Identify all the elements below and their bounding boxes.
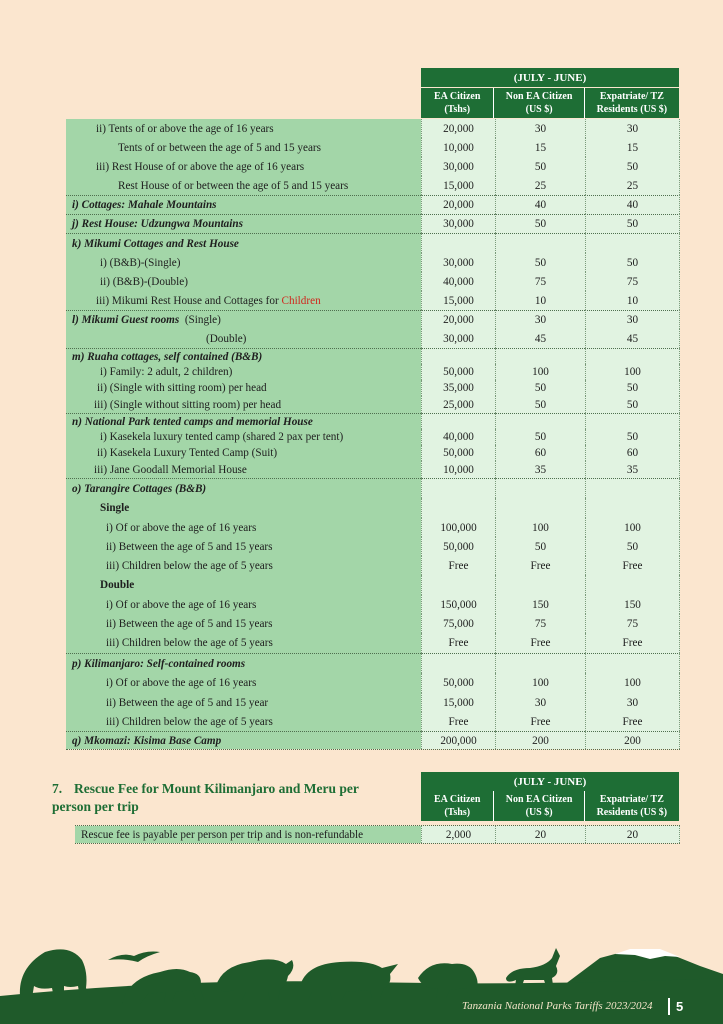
table-row (66, 731, 680, 750)
cell-expat: 25 (585, 176, 680, 195)
bird-icon (108, 952, 160, 963)
table-row (66, 445, 680, 461)
cell-non-ea: 50 (495, 429, 585, 445)
cell-non-ea: Free (495, 556, 585, 575)
cell-expat: 30 (585, 119, 680, 138)
row-label: ii) Tents of or above the age of 16 years (66, 119, 421, 138)
row-section-label: j) Rest House: Udzungwa Mountains (66, 214, 421, 233)
rescue-col-expat-line1: Expatriate/ TZ (599, 794, 664, 805)
cell-ea: 200,000 (421, 731, 495, 749)
cell-expat: 50 (585, 537, 680, 556)
cell-expat: 100 (585, 518, 680, 537)
cell-ea: 150,000 (421, 595, 495, 614)
cell-ea (421, 478, 495, 498)
row-label: ii) (B&B)-(Double) (66, 272, 421, 291)
row-label: i) Of or above the age of 16 years (66, 518, 421, 537)
cell-non-ea: 60 (495, 445, 585, 461)
table-row (66, 461, 680, 478)
cell-expat (585, 498, 680, 518)
row-label: iii) Jane Goodall Memorial House (66, 461, 421, 478)
cell-ea (421, 653, 495, 673)
cell-expat: 30 (585, 693, 680, 712)
cell-non-ea: 75 (495, 614, 585, 633)
table-row (66, 556, 680, 575)
row-label: i) Kasekela luxury tented camp (shared 2 pax per tent) (66, 429, 421, 445)
col-nonea-line1: Non EA Citizen (505, 91, 573, 102)
cell-expat: 40 (585, 195, 680, 214)
row-label: i) Family: 2 adult, 2 children) (66, 364, 421, 380)
cell-non-ea: 150 (495, 595, 585, 614)
cell-expat (585, 348, 680, 364)
row-label-text: iii) Mikumi Rest House and Cottages for (96, 294, 279, 307)
rescue-col-ea-citizen (421, 791, 493, 821)
table-row (66, 498, 680, 518)
col-expat-line2: Residents (US $) (596, 104, 668, 115)
table-row (66, 614, 680, 633)
table-row (66, 693, 680, 712)
row-section-label: i) Cottages: Mahale Mountains (66, 195, 421, 214)
cell-expat: Free (585, 556, 680, 575)
rescue-col-nonea-line1: Non EA Citizen (505, 794, 573, 805)
table-row (66, 138, 680, 157)
rescue-cell-expat: 20 (585, 826, 680, 843)
table-row (66, 633, 680, 653)
elephant-icon (20, 949, 90, 998)
row-section-label: l) Mikumi Guest rooms (72, 314, 180, 326)
table-row (66, 233, 680, 253)
row-label: ii) Between the age of 5 and 15 years (66, 537, 421, 556)
row-section-label: q) Mkomazi: Kisima Base Camp (66, 731, 421, 749)
cell-ea: 30,000 (421, 329, 495, 348)
cell-ea: 50,000 (421, 537, 495, 556)
table-row (66, 537, 680, 556)
cell-ea: 25,000 (421, 396, 495, 413)
cell-non-ea: 45 (495, 329, 585, 348)
page-number: 5 (668, 998, 683, 1015)
cell-expat (585, 575, 680, 595)
table-row (66, 348, 680, 364)
cell-expat: 50 (585, 380, 680, 396)
cell-ea (421, 575, 495, 595)
cell-expat: 200 (585, 731, 680, 749)
col-non-ea-citizen (493, 88, 583, 118)
cell-non-ea (495, 233, 585, 253)
table-row (66, 653, 680, 673)
cell-non-ea: Free (495, 712, 585, 731)
col-expat-line1: Expatriate/ TZ (599, 91, 664, 102)
cell-ea: 30,000 (421, 253, 495, 272)
rescue-col-ea-line2: (Tshs) (444, 807, 471, 818)
rescue-col-non-ea-citizen (493, 791, 583, 821)
cell-expat: 45 (585, 329, 680, 348)
cell-ea: 35,000 (421, 380, 495, 396)
cell-ea: 50,000 (421, 445, 495, 461)
col-ea-line1: EA Citizen (434, 91, 481, 102)
rescue-column-header-row (421, 791, 679, 821)
row-section-label: k) Mikumi Cottages and Rest House (66, 233, 421, 253)
cell-expat: 50 (585, 214, 680, 233)
row-subheading: Double (66, 575, 421, 595)
cell-non-ea: 75 (495, 272, 585, 291)
cell-ea: 75,000 (421, 614, 495, 633)
cell-ea: 20,000 (421, 310, 495, 329)
cell-non-ea: 200 (495, 731, 585, 749)
cell-ea: 20,000 (421, 119, 495, 138)
row-label: i) (B&B)-(Single) (66, 253, 421, 272)
cell-non-ea (495, 478, 585, 498)
cell-expat: 100 (585, 673, 680, 693)
row-label: (Double) (66, 329, 421, 348)
row-label (66, 310, 421, 329)
col-ea-line2: (Tshs) (444, 104, 471, 115)
cell-ea: 15,000 (421, 291, 495, 310)
cell-expat: Free (585, 633, 680, 653)
cell-ea (421, 348, 495, 364)
row-label: Rest House of or between the age of 5 and 15 years (66, 176, 421, 195)
cell-expat (585, 653, 680, 673)
table-row (66, 119, 680, 138)
row-label: ii) Between the age of 5 and 15 years (66, 614, 421, 633)
cell-non-ea: 50 (495, 253, 585, 272)
cell-ea (421, 498, 495, 518)
cell-expat (585, 478, 680, 498)
cell-non-ea: 35 (495, 461, 585, 478)
cell-expat: 75 (585, 614, 680, 633)
rescue-col-expat-line2: Residents (US $) (596, 807, 668, 818)
rescue-fee-row (75, 825, 680, 844)
row-label (66, 291, 421, 310)
row-label-highlight: Children (281, 294, 321, 307)
table-row (66, 396, 680, 413)
row-label: Tents of or between the age of 5 and 15 years (66, 138, 421, 157)
row-section-label: m) Ruaha cottages, self contained (B&B) (66, 348, 421, 364)
row-label: iii) (Single without sitting room) per head (66, 396, 421, 413)
rescue-fee-title: Rescue Fee for Mount Kilimanjaro and Meru per person per trip (52, 781, 359, 814)
cell-expat: 50 (585, 429, 680, 445)
col-nonea-line2: (US $) (525, 104, 553, 115)
cell-non-ea: 50 (495, 396, 585, 413)
cell-ea: 50,000 (421, 673, 495, 693)
cell-ea: Free (421, 556, 495, 575)
cell-expat (585, 413, 680, 429)
table-row (66, 518, 680, 537)
cell-non-ea: 15 (495, 138, 585, 157)
section-number: 7. (52, 781, 63, 796)
cell-non-ea: 25 (495, 176, 585, 195)
row-label-tail: (Single) (184, 314, 221, 326)
table-row (66, 176, 680, 195)
row-label: i) Of or above the age of 16 years (66, 595, 421, 614)
row-section-label: p) Kilimanjaro: Self-contained rooms (66, 653, 421, 673)
cell-ea: 10,000 (421, 138, 495, 157)
period-header: (JULY - JUNE) (421, 68, 679, 87)
cell-non-ea: 40 (495, 195, 585, 214)
cell-ea: 40,000 (421, 272, 495, 291)
cell-ea (421, 233, 495, 253)
cell-non-ea: 50 (495, 537, 585, 556)
cell-non-ea: 30 (495, 693, 585, 712)
rescue-cell-ea: 2,000 (421, 826, 495, 843)
cell-expat: 150 (585, 595, 680, 614)
cell-expat: 60 (585, 445, 680, 461)
cell-non-ea: 30 (495, 310, 585, 329)
cell-non-ea (495, 653, 585, 673)
cell-expat: 15 (585, 138, 680, 157)
cell-non-ea (495, 413, 585, 429)
col-expatriate (584, 88, 679, 118)
cell-non-ea (495, 348, 585, 364)
cell-ea: 15,000 (421, 176, 495, 195)
cell-non-ea (495, 575, 585, 595)
row-label: iii) Children below the age of 5 years (66, 712, 421, 731)
cell-non-ea: Free (495, 633, 585, 653)
cell-ea: 15,000 (421, 693, 495, 712)
table-row (66, 429, 680, 445)
table-row (66, 673, 680, 693)
cell-non-ea: 100 (495, 518, 585, 537)
rescue-col-nonea-line2: (US $) (525, 807, 553, 818)
table-row (66, 195, 680, 214)
cell-ea: 100,000 (421, 518, 495, 537)
row-section-label: o) Tarangire Cottages (B&B) (66, 478, 421, 498)
table-row (66, 253, 680, 272)
cell-expat: 30 (585, 310, 680, 329)
cell-non-ea (495, 498, 585, 518)
row-label: ii) Between the age of 5 and 15 year (66, 693, 421, 712)
row-label: iii) Rest House of or above the age of 16 years (66, 157, 421, 176)
table-row (66, 575, 680, 595)
cell-ea: 20,000 (421, 195, 495, 214)
table-row (66, 214, 680, 233)
row-label: ii) Kasekela Luxury Tented Camp (Suit) (66, 445, 421, 461)
row-section-label: n) National Park tented camps and memorial House (66, 413, 421, 429)
row-label: i) Of or above the age of 16 years (66, 673, 421, 693)
cell-non-ea: 50 (495, 380, 585, 396)
cell-expat: 50 (585, 253, 680, 272)
table-row (66, 272, 680, 291)
rescue-fee-heading (52, 780, 397, 816)
table-row (66, 329, 680, 348)
cell-non-ea: 10 (495, 291, 585, 310)
rescue-period-header: (JULY - JUNE) (421, 772, 679, 791)
cell-expat: 50 (585, 396, 680, 413)
cell-non-ea: 30 (495, 119, 585, 138)
table-row (66, 364, 680, 380)
table-row (66, 712, 680, 731)
cell-non-ea: 50 (495, 214, 585, 233)
cell-expat: 35 (585, 461, 680, 478)
row-label: iii) Children below the age of 5 years (66, 633, 421, 653)
cell-ea: 40,000 (421, 429, 495, 445)
cell-ea: 10,000 (421, 461, 495, 478)
column-header-row (421, 88, 679, 118)
cell-non-ea: 50 (495, 157, 585, 176)
table-row (66, 380, 680, 396)
cell-ea (421, 413, 495, 429)
col-ea-citizen (421, 88, 493, 118)
cell-non-ea: 100 (495, 364, 585, 380)
table-row (66, 595, 680, 614)
cell-non-ea: 100 (495, 673, 585, 693)
row-subheading: Single (66, 498, 421, 518)
rescue-col-ea-line1: EA Citizen (434, 794, 481, 805)
cell-expat: 100 (585, 364, 680, 380)
tariff-rows (66, 119, 680, 750)
cell-ea: 50,000 (421, 364, 495, 380)
cell-ea: 30,000 (421, 214, 495, 233)
cell-ea: Free (421, 633, 495, 653)
row-label: iii) Children below the age of 5 years (66, 556, 421, 575)
cell-expat: 75 (585, 272, 680, 291)
cell-expat: 50 (585, 157, 680, 176)
rescue-cell-non-ea: 20 (495, 826, 585, 843)
rescue-col-expatriate (584, 791, 679, 821)
cell-expat: Free (585, 712, 680, 731)
cell-ea: 30,000 (421, 157, 495, 176)
table-row (66, 291, 680, 310)
cell-expat (585, 233, 680, 253)
table-row (66, 157, 680, 176)
table-row (66, 413, 680, 429)
footer-caption: Tanzania National Parks Tariffs 2023/2024 (462, 1000, 653, 1012)
table-row (66, 310, 680, 329)
table-row (66, 478, 680, 498)
cell-expat: 10 (585, 291, 680, 310)
rescue-row-label: Rescue fee is payable per person per trip and is non-refundable (75, 826, 421, 843)
cell-ea: Free (421, 712, 495, 731)
row-label: ii) (Single with sitting room) per head (66, 380, 421, 396)
